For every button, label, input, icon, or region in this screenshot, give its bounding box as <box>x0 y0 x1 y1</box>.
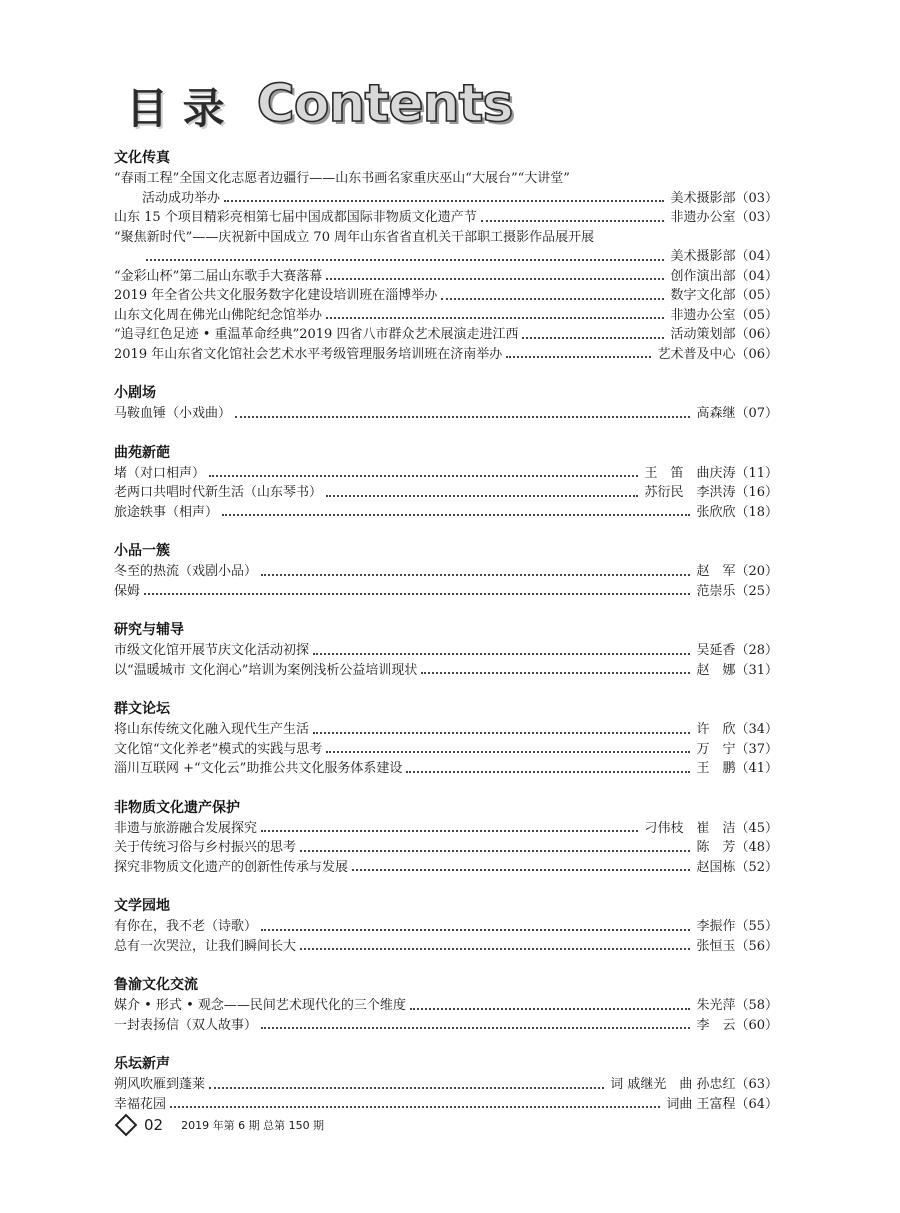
entry-author-page: 范崇乐（25） <box>696 583 778 599</box>
toc-entry[interactable] <box>114 404 778 424</box>
header-title-cn: 目 录 <box>126 84 225 133</box>
entry-author-page: 美术摄影部（03） <box>670 190 778 206</box>
entry-author-page: 万 宁（37） <box>696 741 778 757</box>
entry-author-page: 王 笛 曲庆涛（11） <box>644 465 778 481</box>
page-footer <box>114 1116 324 1134</box>
entry-title: 活动成功举办 <box>142 190 221 206</box>
toc-entry[interactable] <box>114 661 778 681</box>
entry-author-page: 张欣欣（18） <box>696 504 778 520</box>
toc-entry[interactable] <box>114 1095 778 1115</box>
diamond-icon <box>115 1114 138 1137</box>
toc-section <box>114 383 778 424</box>
section-title: 文化传真 <box>114 150 170 166</box>
entry-author-page: 许 欣（34） <box>696 722 778 737</box>
dot-leader <box>326 495 638 497</box>
entry-title: 2019 年全省公共文化服务数字化建设培训班在淄博举办 <box>114 288 438 303</box>
entry-title: 以“温暖城市 文化润心”培训为案例浅析公益培训现状 <box>114 662 418 678</box>
entry-author-page: 美术摄影部（04） <box>670 249 778 264</box>
entry-author-page: 苏衍民 李洪涛（16） <box>644 485 778 500</box>
entry-title: 山东文化周在佛光山佛陀纪念馆举办 <box>114 307 323 323</box>
toc-entry[interactable] <box>114 582 778 602</box>
entry-title: 市级文化馆开展节庆文化活动初探 <box>114 643 310 658</box>
entry-author-page: 活动策划部（06） <box>670 327 778 342</box>
dot-leader <box>506 356 651 358</box>
toc-section <box>114 896 778 956</box>
section-title: 曲苑新葩 <box>114 444 170 461</box>
toc-entry[interactable] <box>114 503 778 523</box>
dot-leader <box>326 278 664 280</box>
entry-author-page: 艺术普及中心（06） <box>657 346 778 362</box>
toc-entry[interactable] <box>114 267 778 287</box>
dot-leader <box>146 259 664 261</box>
section-title: 群文论坛 <box>114 701 170 717</box>
dot-leader <box>300 850 690 852</box>
entry-author-page: 词 戚继光 曲 孙忠红（63） <box>610 1077 778 1092</box>
dot-leader <box>522 337 664 339</box>
toc-entry[interactable] <box>114 464 778 484</box>
entry-title: 幸福花园 <box>114 1096 167 1112</box>
page-header <box>126 70 513 134</box>
dot-leader <box>300 948 690 950</box>
entry-title: 非遗与旅游融合发展探究 <box>114 820 258 836</box>
dot-leader <box>144 593 690 595</box>
dot-leader <box>313 653 690 655</box>
entry-author-page: 非遗办公室（05） <box>670 307 778 323</box>
toc-entry[interactable] <box>114 838 778 858</box>
entry-title: 一封表扬信（双人故事） <box>114 1017 258 1033</box>
toc-entry[interactable] <box>114 562 778 582</box>
table-of-contents <box>114 148 778 1133</box>
dot-leader <box>209 1087 604 1089</box>
section-title: 小剧场 <box>114 385 156 401</box>
entry-title: 朔风吹雁到蓬莱 <box>114 1077 206 1092</box>
toc-entry[interactable] <box>114 937 778 957</box>
entry-author-page: 数字文化部（05） <box>670 288 778 303</box>
entry-author-page: 王 鹏（41） <box>696 761 778 776</box>
entry-title: 关于传统习俗与乡村振兴的思考 <box>114 840 297 855</box>
toc-entry[interactable] <box>114 1075 778 1095</box>
entry-author-page: 朱光萍（58） <box>696 998 778 1013</box>
dot-leader <box>326 317 664 319</box>
toc-section <box>114 975 778 1035</box>
toc-section <box>114 620 778 680</box>
entry-author-page: 创作演出部（04） <box>670 268 778 284</box>
toc-entry[interactable] <box>114 247 778 267</box>
section-title: 文学园地 <box>114 898 170 914</box>
entry-author-page: 吴延香（28） <box>696 643 778 658</box>
toc-entry[interactable] <box>114 759 778 779</box>
issue-info: 2019 年第 6 期 总第 150 期 <box>181 1119 325 1132</box>
entry-title: “追寻红色足迹 • 重温革命经典”2019 四省八市群众艺术展演走进江西 <box>114 327 519 342</box>
entry-title: 文化馆“文化养老”模式的实践与思考 <box>114 741 323 757</box>
entry-author-page: 陈 芳（48） <box>696 840 778 855</box>
entry-author-page: 赵 娜（31） <box>696 662 778 678</box>
dot-leader <box>222 514 690 516</box>
toc-entry[interactable] <box>114 740 778 760</box>
entry-author-page: 高森继（07） <box>696 406 778 421</box>
toc-entry[interactable] <box>114 917 778 937</box>
entry-title: 将山东传统文化融入现代生产生活 <box>114 722 310 737</box>
entry-author-page: 李 云（60） <box>696 1017 778 1033</box>
section-title: 非物质文化遗产保护 <box>114 799 240 816</box>
section-title: 小品一簇 <box>114 543 170 559</box>
dot-leader <box>235 416 690 418</box>
entry-author-page: 李振作（55） <box>696 919 778 934</box>
dot-leader <box>406 771 690 773</box>
entry-author-page: 张恒玉（56） <box>696 938 778 954</box>
toc-entry[interactable] <box>114 345 778 365</box>
entry-title: 旅途轶事（相声） <box>114 504 219 520</box>
dot-leader <box>421 672 690 674</box>
dot-leader <box>313 732 690 734</box>
dot-leader <box>261 830 638 832</box>
dot-leader <box>261 929 690 931</box>
section-title: 鲁渝文化交流 <box>114 977 198 993</box>
dot-leader <box>261 1027 690 1029</box>
toc-section <box>114 1054 778 1114</box>
toc-section <box>114 699 778 779</box>
page-number: 02 <box>144 1116 164 1134</box>
toc-entry[interactable] <box>114 483 778 503</box>
header-title-en: Contents <box>256 74 513 134</box>
dot-leader <box>209 475 638 477</box>
entry-title: 老两口共唱时代新生活（山东琴书） <box>114 485 323 500</box>
entry-title-line1[interactable]: “聚焦新时代”——庆祝新中国成立 70 周年山东省省直机关干部职工摄影作品展开展 <box>114 229 595 245</box>
toc-entry[interactable] <box>114 208 778 228</box>
dot-leader <box>410 1008 691 1010</box>
toc-section <box>114 541 778 601</box>
toc-entry[interactable] <box>114 641 778 661</box>
toc-section <box>114 443 778 523</box>
entry-author-page: 非遗办公室（03） <box>670 210 778 225</box>
entry-title: 马鞍血锤（小戏曲） <box>114 406 232 421</box>
entry-title: 淄川互联网 +“文化云”助推公共文化服务体系建设 <box>114 761 403 776</box>
toc-entry[interactable] <box>114 189 778 209</box>
entry-title: 媒介 • 形式 • 观念——民间艺术现代化的三个维度 <box>114 998 406 1013</box>
dot-leader <box>326 751 690 753</box>
entry-title: 总有一次哭泣，让我们瞬间长大 <box>114 938 297 954</box>
toc-entry[interactable] <box>114 720 778 740</box>
dot-leader <box>261 574 690 576</box>
entry-title: 有你在，我不老（诗歌） <box>114 919 258 934</box>
dot-leader <box>352 869 690 871</box>
toc-entry[interactable] <box>114 306 778 326</box>
dot-leader <box>481 220 665 222</box>
entry-author-page: 赵 军（20） <box>696 564 778 579</box>
entry-title: “金彩山杯”第二届山东歌手大赛落幕 <box>114 268 323 284</box>
entry-author-page: 刁伟枝 崔 洁（45） <box>644 820 778 836</box>
toc-entry[interactable] <box>114 996 778 1016</box>
entry-title: 冬至的热流（戏剧小品） <box>114 564 258 579</box>
entry-title: 堵（对口相声） <box>114 465 206 481</box>
entry-title: 2019 年山东省文化馆社会艺术水平考级管理服务培训班在济南举办 <box>114 346 503 362</box>
entry-title: 探究非物质文化遗产的创新性传承与发展 <box>114 859 349 875</box>
entry-author-page: 词曲 王富程（64） <box>666 1096 778 1112</box>
toc-entry[interactable] <box>114 858 778 878</box>
toc-section <box>114 148 778 364</box>
toc-entry[interactable] <box>114 1016 778 1036</box>
entry-title-line1[interactable]: “春雨工程”全国文化志愿者边疆行——山东书画名家重庆巫山“大展台”“大讲堂” <box>114 171 570 186</box>
toc-entry[interactable] <box>114 819 778 839</box>
toc-entry[interactable] <box>114 286 778 306</box>
section-title: 乐坛新声 <box>114 1056 170 1072</box>
entry-author-page: 赵国栋（52） <box>696 859 778 875</box>
section-title: 研究与辅导 <box>114 622 184 638</box>
dot-leader <box>224 200 664 202</box>
toc-entry[interactable] <box>114 325 778 345</box>
entry-title: 保姆 <box>114 583 141 599</box>
toc-section <box>114 798 778 878</box>
entry-title: 山东 15 个项目精彩亮相第七届中国成都国际非物质文化遗产节 <box>114 210 477 225</box>
dot-leader <box>441 298 664 300</box>
dot-leader <box>170 1106 660 1108</box>
